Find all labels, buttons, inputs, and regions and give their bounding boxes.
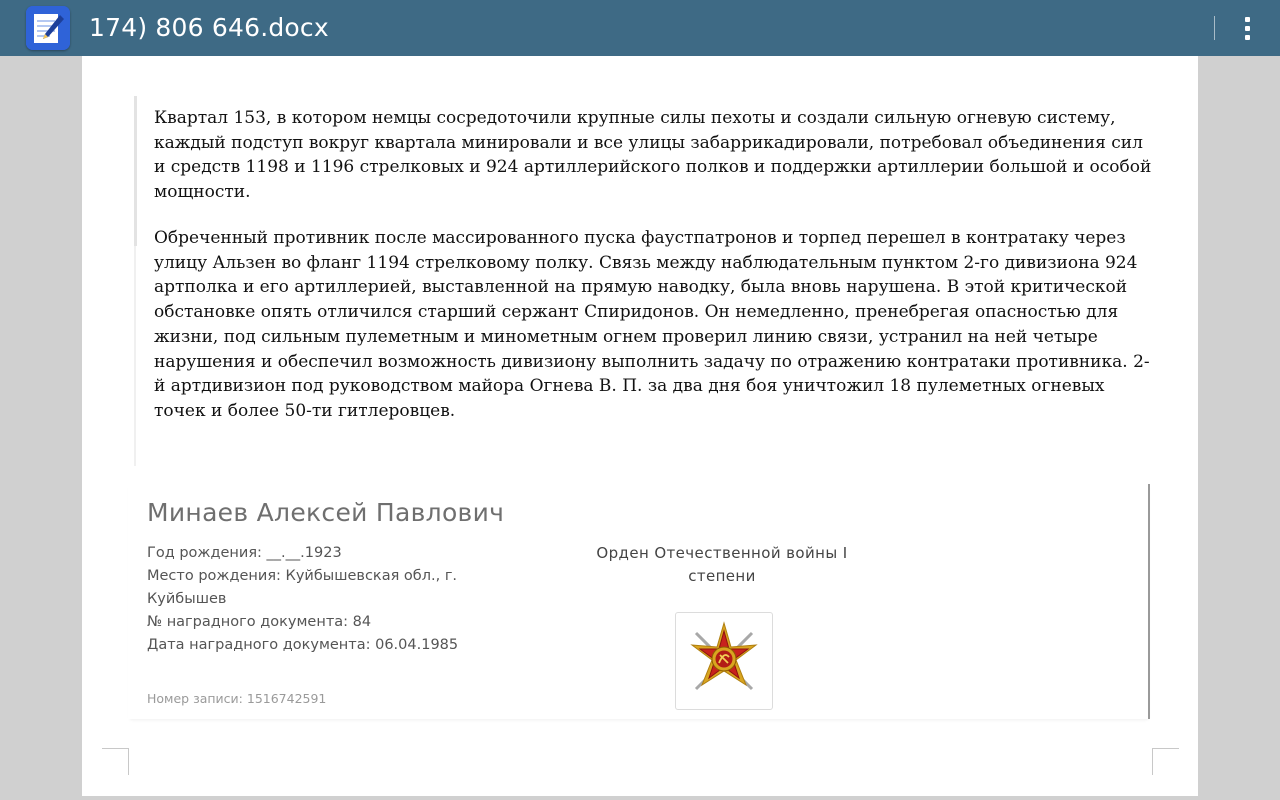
blockquote-border bbox=[134, 96, 137, 246]
award-document-number: № наградного документа: 84 bbox=[147, 614, 372, 630]
document-editor-icon[interactable] bbox=[26, 6, 70, 50]
app-toolbar bbox=[0, 0, 1280, 56]
paragraph: Обреченный противник после массированного пуска фаустпатронов и торпед перешел в контратаку через улицу Альзен во фланг 1194 стрелковому полку. Связь между наблюдательным пунктом 2-го дивизиона 924 артполка и его артиллерией, выставленной на прямую наводку, была вновь нарушена. В этой критической обстановке опять отличился старший сержант Спиридонов. Он немедленно, пренебрегая опасностью для жизни, под сильным пулеметным и минометным огнем проверил линию связи, устранил на ней четыре нарушения и обеспечил возможность дивизиону выполнить задачу по отражению контратаки противника. 2-й артдивизион под руководством майора Огнева В. П. за два дня боя уничтожил 18 пулеметных огневых точек и более 50-ти гитлеровцев. bbox=[154, 228, 1150, 421]
overflow-menu-button[interactable] bbox=[1232, 10, 1262, 46]
document-title: 174) 806 646.docx bbox=[89, 13, 329, 42]
award-title: Орден Отечественной войны I степени bbox=[596, 544, 848, 585]
blockquote-border bbox=[134, 246, 136, 466]
award-document-date: Дата наградного документа: 06.04.1985 bbox=[147, 637, 459, 653]
overflow-menu-icon bbox=[1245, 35, 1250, 40]
birth-place: Место рождения: Куйбышевская обл., г. Куйбышев bbox=[147, 568, 458, 607]
document-page[interactable] bbox=[82, 56, 1198, 796]
card-border bbox=[1148, 484, 1150, 719]
page-corner-mark bbox=[1152, 748, 1179, 775]
page-corner-mark bbox=[102, 748, 129, 775]
person-name: Минаев Алексей Павлович bbox=[147, 498, 505, 527]
award-card bbox=[128, 481, 1150, 719]
order-patriotic-war-icon bbox=[675, 612, 773, 710]
overflow-menu-icon bbox=[1245, 26, 1250, 31]
toolbar-divider bbox=[1214, 16, 1215, 40]
record-number: Номер записи: 1516742591 bbox=[147, 691, 327, 706]
paragraph: Квартал 153, в котором немцы сосредоточили крупные силы пехоты и создали сильную огневую систему, каждый подступ вокруг квартала минировали и все улицы забаррикадировали, потребовал объединения сил и средств 1198 и 1196 стрелковых и 924 артиллерийского полков и поддержки артиллерии большой и особой мощности. bbox=[154, 108, 1152, 203]
overflow-menu-icon bbox=[1245, 17, 1250, 22]
birth-year: Год рождения: __.__.1923 bbox=[147, 545, 342, 561]
person-info bbox=[147, 542, 487, 657]
